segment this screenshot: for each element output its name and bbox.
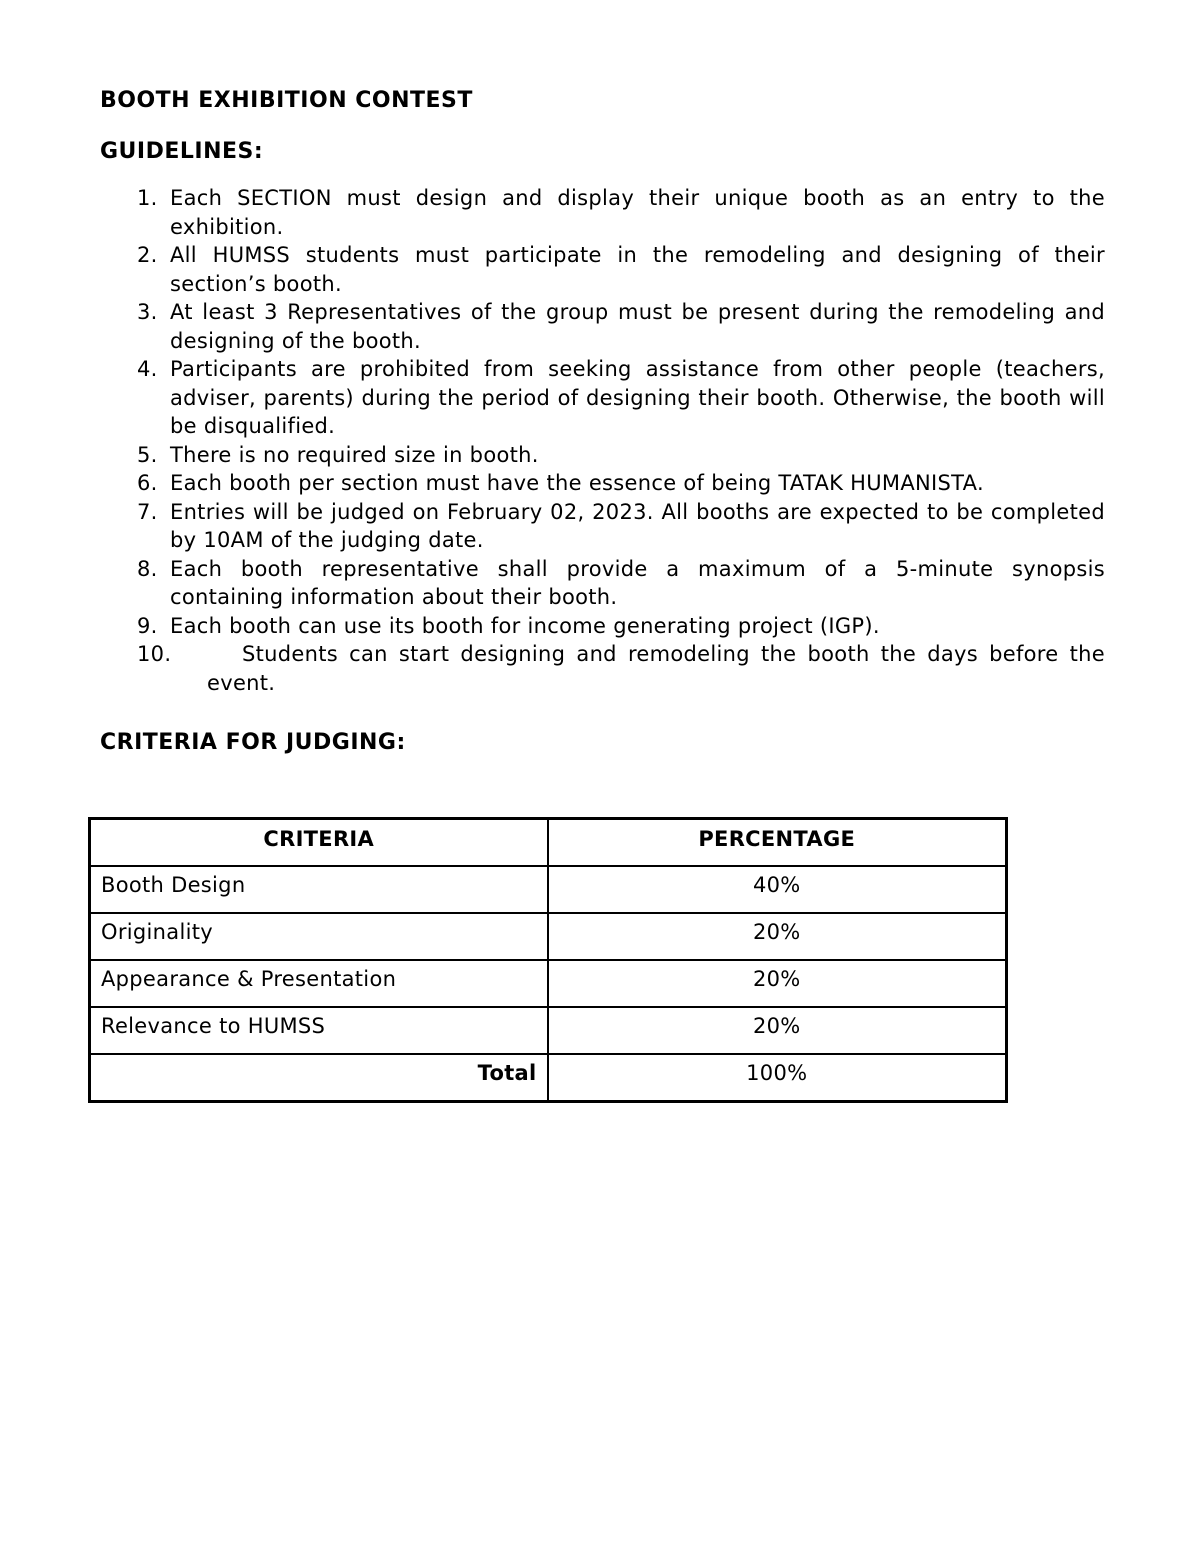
criteria-heading: CRITERIA FOR JUDGING: bbox=[100, 730, 406, 755]
guideline-item-10 bbox=[137, 640, 1105, 697]
guideline-item-2 bbox=[137, 241, 1105, 298]
total-value-cell: 100% bbox=[548, 1054, 1007, 1102]
table-total-row bbox=[90, 1054, 1007, 1102]
guideline-text: Each booth per section must have the essence of being TATAK HUMANISTA. bbox=[170, 471, 984, 495]
guideline-text: Each SECTION must design and display their unique booth as an entry to the exhibition. bbox=[170, 186, 1105, 239]
table-row bbox=[90, 866, 1007, 913]
criteria-cell: Originality bbox=[90, 913, 548, 960]
percentage-cell: 20% bbox=[548, 1007, 1007, 1054]
guideline-text: Each booth can use its booth for income generating project (IGP). bbox=[170, 613, 880, 638]
guideline-text: Students can start designing and remodeling the booth the days before the event. bbox=[207, 642, 1105, 695]
guideline-item-5 bbox=[137, 441, 1105, 470]
guideline-number: 2. bbox=[137, 243, 158, 267]
criteria-table bbox=[88, 817, 1008, 1103]
guideline-text: Entries will be judged on February 02, 2023. All booths are expected to be completed by 10AM of the judging date. bbox=[170, 499, 1105, 552]
guideline-text: All HUMSS students must participate in the remodeling and designing of their section’s booth. bbox=[170, 243, 1105, 296]
percentage-cell: 20% bbox=[548, 913, 1007, 960]
criteria-cell: Booth Design bbox=[90, 866, 548, 913]
guideline-text: There is no required size in booth. bbox=[170, 442, 539, 467]
guideline-number: 7. bbox=[137, 499, 158, 524]
criteria-column-header: CRITERIA bbox=[90, 819, 548, 867]
guideline-text: Participants are prohibited from seeking assistance from other people (teachers, adviser, parents) during the period of designing their booth. Otherwise, the booth will be disqualified. bbox=[170, 357, 1105, 438]
guideline-item-4 bbox=[137, 355, 1105, 441]
guideline-text: At least 3 Representatives of the group must be present during the remodeling and designing of the booth. bbox=[170, 300, 1105, 353]
criteria-cell: Relevance to HUMSS bbox=[90, 1007, 548, 1054]
table-row bbox=[90, 913, 1007, 960]
document-title: BOOTH EXHIBITION CONTEST bbox=[100, 88, 473, 113]
guideline-item-6 bbox=[137, 469, 1105, 498]
guideline-number: 6. bbox=[137, 471, 158, 495]
guideline-item-1 bbox=[137, 184, 1105, 241]
guideline-number: 9. bbox=[137, 613, 158, 638]
guideline-item-8 bbox=[137, 555, 1105, 612]
guideline-number: 3. bbox=[137, 300, 158, 324]
guideline-item-9 bbox=[137, 612, 1105, 641]
guidelines-list bbox=[100, 184, 1105, 697]
table-row bbox=[90, 960, 1007, 1007]
guideline-item-3 bbox=[137, 298, 1105, 355]
guideline-text: Each booth representative shall provide a maximum of a 5-minute synopsis containing information about their booth. bbox=[170, 556, 1105, 609]
table-header-row bbox=[90, 819, 1007, 867]
percentage-cell: 20% bbox=[548, 960, 1007, 1007]
table-row bbox=[90, 1007, 1007, 1054]
guidelines-heading: GUIDELINES: bbox=[100, 139, 264, 164]
total-label-cell: Total bbox=[90, 1054, 548, 1102]
guideline-number: 10. bbox=[137, 642, 172, 666]
guideline-number: 1. bbox=[137, 186, 158, 210]
percentage-cell: 40% bbox=[548, 866, 1007, 913]
criteria-cell: Appearance & Presentation bbox=[90, 960, 548, 1007]
guideline-number: 5. bbox=[137, 442, 158, 467]
percentage-column-header: PERCENTAGE bbox=[548, 819, 1007, 867]
guideline-item-7 bbox=[137, 498, 1105, 555]
guideline-number: 4. bbox=[137, 357, 158, 381]
guideline-number: 8. bbox=[137, 556, 158, 581]
